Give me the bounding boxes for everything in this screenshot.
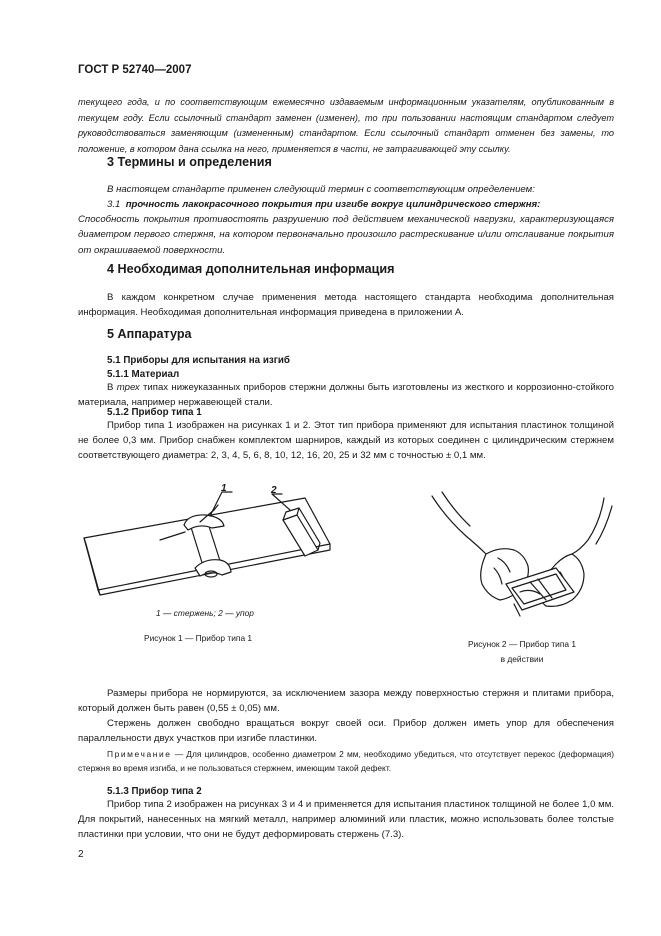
section-4-paragraph: В каждом конкретном случае применения метода настоящего стандарта необходима дополнительная информация. Необходимая дополнительная информация приведена в приложении А. (78, 292, 614, 319)
note-label: Примечание (107, 749, 172, 759)
section-4-title: 4 Необходимая дополнительная информация (107, 262, 395, 276)
subsection-5-1-3: 5.1.3 Прибор типа 2 (107, 786, 202, 797)
subsection-5-1-2: 5.1.2 Прибор типа 1 (107, 407, 202, 418)
dimensions-paragraph: Размеры прибора не нормируются, за исключением зазора между поверхностью стержня и плитами прибора, который должен быть равен (0,55 ± 0,05) мм. (78, 688, 614, 715)
material-text-italic: трех (116, 382, 140, 393)
type1-paragraph: Прибор типа 1 изображен на рисунках 1 и 2. Этот тип прибора применяют для испытания пластинок толщиной не более 0,3 мм. Прибор снабжен комплектом шарниров, каждый из которых соединен с цилиндрическим стержнем соответствующего диаметра: 2, 3, 4, 5, 6, 8, 10, 12, 16, 20, 25 и 32 мм с точностью ± 0,1 мм. (78, 420, 614, 462)
term-line (78, 199, 540, 210)
material-paragraph (78, 380, 614, 410)
term-name: прочность лакокрасочного покрытия при изгибе вокруг цилиндрического стержня: (125, 199, 541, 210)
doc-code-header: ГОСТ Р 52740—2007 (78, 64, 192, 76)
intro-paragraph: текущего года, и по соответствующим ежемесячно издаваемым информационным указателям, опубликованным в текущем году. Если ссылочный стандарт заменен (изменен), то при пользовании настоящим стандартом следует руководствоваться заменяющим (измененным) стандартом. Если ссылочный стандарт отменен без замены, то положение, в котором дана ссылка на него, применяется в части, не затрагивающей эту ссылку. (78, 97, 614, 154)
type2-paragraph: Прибор типа 2 изображен на рисунках 3 и 4 и применяется для испытания пластинок толщиной не более 1,0 мм. Для покрытий, нанесенных на мягкий металл, например алюминий или пластик, можно использовать более толстые пластинки при условии, что они не будут деформировать стержень (7.3). (78, 799, 614, 841)
subsection-5-1: 5.1 Приборы для испытания на изгиб (107, 355, 290, 366)
figure-2-caption-line-2: в действии (500, 654, 544, 664)
figure-1-label-1: 1 (221, 483, 227, 494)
figure-2-device-in-use-drawing (0, 488, 661, 638)
note-block (78, 747, 614, 775)
figure-1-legend: 1 — стержень; 2 — упор (156, 608, 254, 618)
figure-2-caption-line-1: Рисунок 2 — Прибор типа 1 (467, 639, 577, 649)
subsection-5-1-1: 5.1.1 Материал (107, 369, 180, 380)
figure-1-caption: Рисунок 1 — Прибор типа 1 (144, 633, 253, 643)
section-3-title: 3 Термины и определения (107, 155, 272, 169)
note-text: — Для цилиндров, особенно диаметром 2 мм, необходимо убедиться, что отсутствует перекос (деформация) стержня во время изгиба, и не пользоваться стержнем, имеющим такой дефект. (78, 749, 614, 773)
term-number: 3.1 (107, 199, 121, 210)
section-3-intro: В настоящем стандарте применен следующий термин с соответствующим определением: (107, 184, 535, 195)
material-text-b: типах нижеуказанных приборов стержни должны быть изготовлены из жесткого и коррозионно-стойкого материала, например нержавеющей стали. (78, 382, 614, 409)
section-5-title: 5 Аппаратура (107, 327, 192, 341)
rod-rotation-paragraph: Стержень должен свободно вращаться вокруг своей оси. Прибор должен иметь упор для обеспечения параллельности двух участков при изгибе пластинки. (78, 718, 614, 745)
figure-2-caption (458, 637, 586, 667)
figure-1-label-2: 2 (271, 485, 277, 496)
page-number: 2 (78, 849, 84, 860)
term-definition (78, 197, 614, 258)
material-text-a: В (107, 382, 117, 393)
term-text: Способность покрытия противостоять разрушению под действием механической нагрузки, характеризующаяся диаметром первого стержня, на котором первоначально произошло растрескивание и/или отслаивание покрытия от окрашиваемой поверхности. (78, 214, 614, 256)
